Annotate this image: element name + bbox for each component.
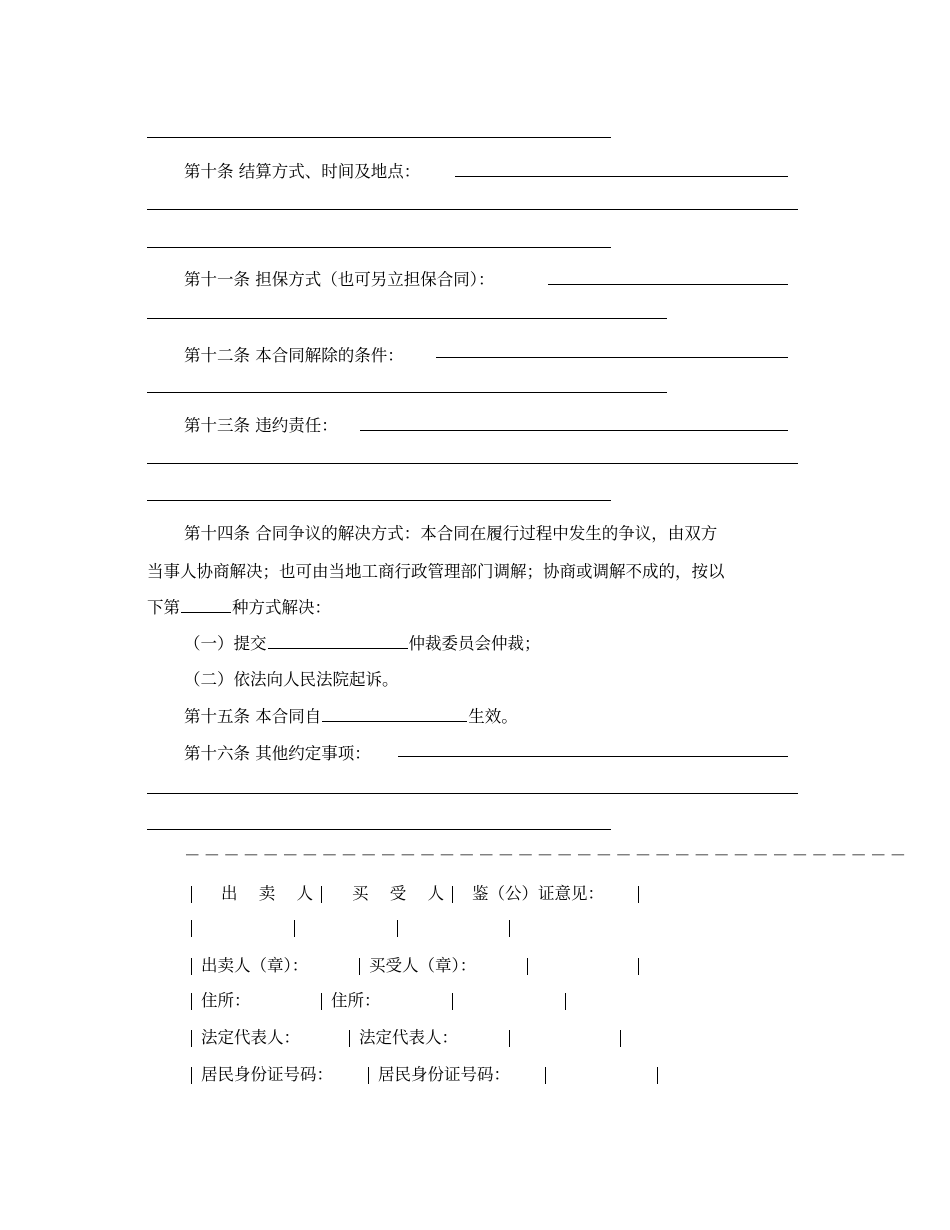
address-buyer: 住所： [331, 991, 381, 1010]
table-bar [368, 1067, 369, 1084]
clause-12-label: 第十二条 本合同解除的条件： [184, 346, 404, 365]
clause-10-label: 第十条 结算方式、时间及地点： [184, 162, 421, 181]
clause-11-blank [548, 284, 788, 285]
header-notary: 鉴（公）证意见： [472, 884, 604, 903]
seal-seller: 出卖人（章）： [201, 956, 309, 975]
table-divider: －－－－－－－－－－－－－－－－－－－－－－－－－－－－－－－－－－－－－ [184, 846, 910, 865]
table-bar [191, 1030, 192, 1047]
table-bar [191, 993, 192, 1010]
option-1-post: 仲裁委员会仲裁； [408, 634, 541, 653]
table-bar [191, 920, 192, 937]
table-bar [191, 958, 192, 975]
blank-line [147, 500, 611, 501]
blank-line [147, 829, 611, 830]
option-1 [184, 630, 541, 654]
blank-line [147, 463, 798, 464]
table-bar [191, 886, 192, 903]
table-bar [527, 958, 528, 975]
effective-date-blank [322, 703, 467, 722]
clause-13-label: 第十三条 违约责任： [184, 416, 338, 435]
clause-10-blank [455, 176, 788, 177]
clause-14-line-3-pre: 下第 [147, 598, 180, 617]
clause-15 [184, 703, 518, 727]
table-bar [294, 920, 295, 937]
clause-15-pre: 第十五条 本合同自 [184, 707, 322, 726]
clause-15-post: 生效。 [468, 707, 518, 726]
table-bar [565, 993, 566, 1010]
option-2: （二）依法向人民法院起诉。 [184, 670, 399, 689]
id-buyer: 居民身份证号码： [378, 1065, 510, 1084]
blank-line [147, 137, 611, 138]
table-bar [321, 993, 322, 1010]
table-bar [191, 1067, 192, 1084]
clause-16-blank [398, 756, 788, 757]
blank-line [147, 392, 667, 393]
clause-14-line-3 [147, 594, 331, 618]
header-seller: 出 卖 人 [221, 884, 321, 903]
option-1-pre: （一）提交 [184, 634, 267, 653]
table-bar [452, 993, 453, 1010]
blank-line [147, 247, 611, 248]
clause-14-line-3-post: 种方式解决： [232, 598, 331, 617]
blank-line [147, 793, 798, 794]
table-bar [321, 886, 322, 903]
table-bar [359, 958, 360, 975]
rep-seller: 法定代表人： [201, 1028, 300, 1047]
clause-14-line-2: 当事人协商解决；也可由当地工商行政管理部门调解；协商或调解不成的，按以 [147, 562, 725, 581]
id-seller: 居民身份证号码： [201, 1065, 333, 1084]
clause-14-line-1: 第十四条 合同争议的解决方式：本合同在履行过程中发生的争议，由双方 [184, 524, 718, 543]
clause-12-blank [436, 357, 788, 358]
table-bar [509, 920, 510, 937]
arbitration-commission-blank [268, 630, 408, 649]
table-bar [349, 1030, 350, 1047]
seal-buyer: 买受人（章）： [369, 956, 477, 975]
header-buyer: 买 受 人 [352, 884, 452, 903]
blank-line [147, 209, 798, 210]
table-bar [452, 886, 453, 903]
table-bar [620, 1030, 621, 1047]
table-bar [397, 920, 398, 937]
clause-11-label: 第十一条 担保方式（也可另立担保合同）： [184, 270, 495, 289]
address-seller: 住所： [201, 991, 251, 1010]
table-bar [657, 1067, 658, 1084]
table-bar [545, 1067, 546, 1084]
rep-buyer: 法定代表人： [359, 1028, 458, 1047]
clause-16-label: 第十六条 其他约定事项： [184, 744, 371, 763]
method-number-blank [181, 594, 231, 613]
table-bar [638, 958, 639, 975]
clause-13-blank [360, 430, 788, 431]
table-bar [509, 1030, 510, 1047]
blank-line [147, 318, 667, 319]
table-bar [638, 886, 639, 903]
